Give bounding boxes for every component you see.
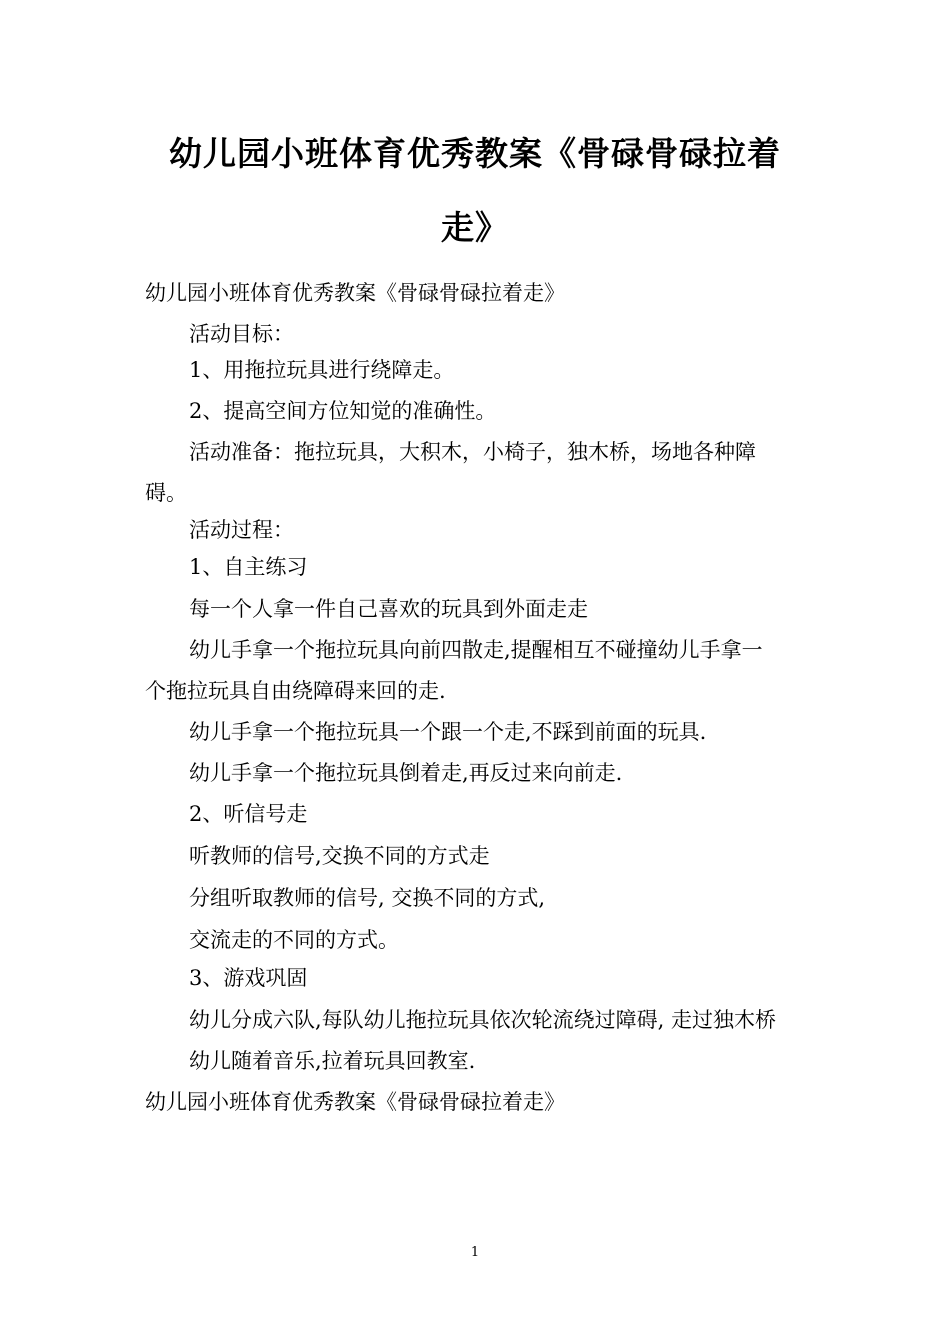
preparation-paragraph-continued: 碍。 bbox=[145, 481, 187, 505]
step-3-heading: 3、游戏巩固 bbox=[189, 966, 308, 990]
process-heading: 活动过程： bbox=[189, 518, 294, 542]
step-2-paragraph-3: 交流走的不同的方式。 bbox=[189, 928, 399, 952]
step-3-paragraph-1: 幼儿分成六队,每队幼儿拖拉玩具依次轮流绕过障碍, 走过独木桥 bbox=[189, 1008, 777, 1032]
objective-2: 2、提高空间方位知觉的准确性。 bbox=[189, 399, 497, 423]
step-3-paragraph-2: 幼儿随着音乐,拉着玩具回教室. bbox=[189, 1049, 476, 1073]
document-title-line-2: 走》 bbox=[441, 208, 509, 247]
step-1-paragraph-2-continued: 个拖拉玩具自由绕障碍来回的走. bbox=[145, 679, 446, 703]
step-2-paragraph-2: 分组听取教师的信号, 交换不同的方式, bbox=[189, 886, 546, 910]
preparation-paragraph: 活动准备：拖拉玩具，大积木，小椅子，独木桥，场地各种障 bbox=[189, 440, 756, 464]
step-1-paragraph-3: 幼儿手拿一个拖拉玩具一个跟一个走,不踩到前面的玩具. bbox=[189, 720, 707, 744]
objective-1: 1、用拖拉玩具进行绕障走。 bbox=[189, 358, 455, 382]
step-2-paragraph-1: 听教师的信号,交换不同的方式走 bbox=[189, 844, 490, 868]
step-1-paragraph-1: 每一个人拿一件自己喜欢的玩具到外面走走 bbox=[189, 597, 588, 621]
step-2-heading: 2、听信号走 bbox=[189, 802, 308, 826]
step-1-paragraph-2: 幼儿手拿一个拖拉玩具向前四散走,提醒相互不碰撞幼儿手拿一 bbox=[189, 638, 763, 662]
page-number: 1 bbox=[470, 1245, 480, 1260]
closing-paragraph: 幼儿园小班体育优秀教案《骨碌骨碌拉着走》 bbox=[145, 1090, 565, 1114]
document-title-line-1: 幼儿园小班体育优秀教案《骨碌骨碌拉着 bbox=[169, 134, 781, 173]
objectives-heading: 活动目标： bbox=[189, 322, 294, 346]
step-1-paragraph-4: 幼儿手拿一个拖拉玩具倒着走,再反过来向前走. bbox=[189, 761, 623, 785]
intro-paragraph: 幼儿园小班体育优秀教案《骨碌骨碌拉着走》 bbox=[145, 281, 565, 305]
step-1-heading: 1、自主练习 bbox=[189, 555, 308, 579]
